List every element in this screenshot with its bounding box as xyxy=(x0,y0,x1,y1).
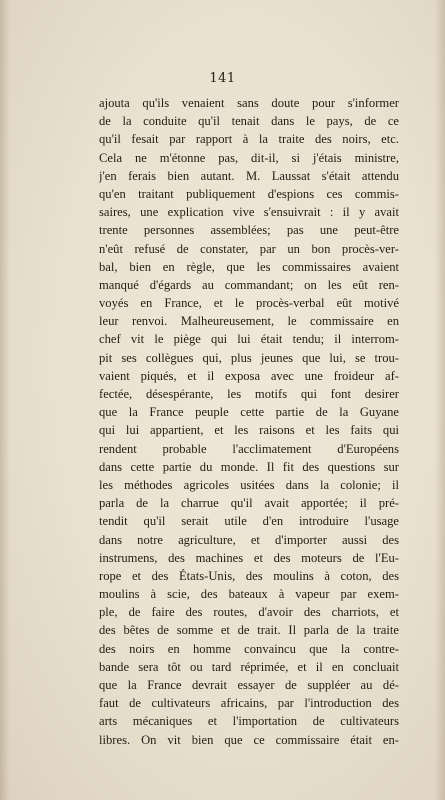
text-line: vaient piqués, et il exposa avec une froideur af- xyxy=(99,368,399,383)
text-line: qu'il fesait par rapport à la traite des noirs, etc. xyxy=(99,132,399,147)
text-line: instrumens, des machines et des moteurs de l'Eu- xyxy=(99,550,399,565)
text-line: parla de la charrue qu'il avait apportée; il pré- xyxy=(99,496,399,511)
text-line: pit ses collègues qui, plus jeunes que lui, se trou- xyxy=(99,350,399,365)
text-line: ple, de faire des routes, d'avoir des charriots, et xyxy=(99,605,399,620)
text-line: libres. On vit bien que ce commissaire était en- xyxy=(99,732,399,747)
page-right-edge xyxy=(435,0,445,800)
text-line: voyés en France, et le procès-verbal eût motivé xyxy=(99,296,399,311)
text-line: que la France devrait essayer de suppléer au dé- xyxy=(99,678,399,692)
text-line: moulins à scie, des bateaux à vapeur par exem- xyxy=(99,587,399,602)
text-line: faut de cultivateurs africains, par l'introduction des xyxy=(99,696,399,711)
text-line: de la conduite qu'il tenait dans le pays, de ce xyxy=(99,114,399,129)
text-line: rendent probable l'acclimatement d'Européens xyxy=(99,441,399,456)
text-line: des noirs en homme convaincu que la contre- xyxy=(99,641,399,656)
text-line: bal, bien en règle, que les commissaires avaient xyxy=(99,259,399,274)
text-line: qui lui appartient, et les raisons et les faits qui xyxy=(99,423,399,438)
page-left-edge xyxy=(0,0,10,800)
text-line: ajouta qu'ils venaient sans doute pour s'informer xyxy=(99,96,399,110)
text-line: fectée, désespérante, les motifs qui font desirer xyxy=(99,387,399,401)
text-line: rope et des États-Unis, des moulins à coton, des xyxy=(99,568,399,583)
text-line: tendit qu'il serait utile d'en introduire l'usage xyxy=(99,514,399,529)
text-line: manqué d'égards au commandant; on les eût ren- xyxy=(99,277,399,292)
text-line: j'en ferais bien autant. M. Laussat s'était attendu xyxy=(99,168,399,183)
page-number: 141 xyxy=(209,71,236,86)
body-text xyxy=(99,94,399,749)
text-line: que la France peuple cette partie de la Guyane xyxy=(99,405,399,420)
text-line: les méthodes agricoles usitées dans la colonie; il xyxy=(99,477,399,492)
text-line: dans cette partie du monde. Il fit des questions sur xyxy=(99,459,399,474)
text-line: leur renvoi. Malheureusement, le commissaire en xyxy=(99,314,399,329)
text-line: qu'en traitant publiquement d'espions ces commis- xyxy=(99,186,399,201)
text-line: chef vit le piège qui lui était tendu; il interrom- xyxy=(99,332,399,347)
text-line: des bêtes de somme et de trait. Il parla de la traite xyxy=(99,623,399,638)
text-line: trente personnes assemblées; pas une peut-être xyxy=(99,223,399,238)
text-line: arts mécaniques et l'importation de cultivateurs xyxy=(99,714,399,729)
text-line: Cela ne m'étonne pas, dit-il, si j'étais ministre, xyxy=(99,150,399,165)
text-line: n'eût refusé de constater, par un bon procès-ver- xyxy=(99,241,399,256)
text-line: bande sera tôt ou tard réprimée, et il en concluait xyxy=(99,659,399,674)
text-line: saires, une explication vive s'ensuivrait : il y avait xyxy=(99,205,399,220)
text-line: dans notre agriculture, et d'importer aussi des xyxy=(99,532,399,547)
